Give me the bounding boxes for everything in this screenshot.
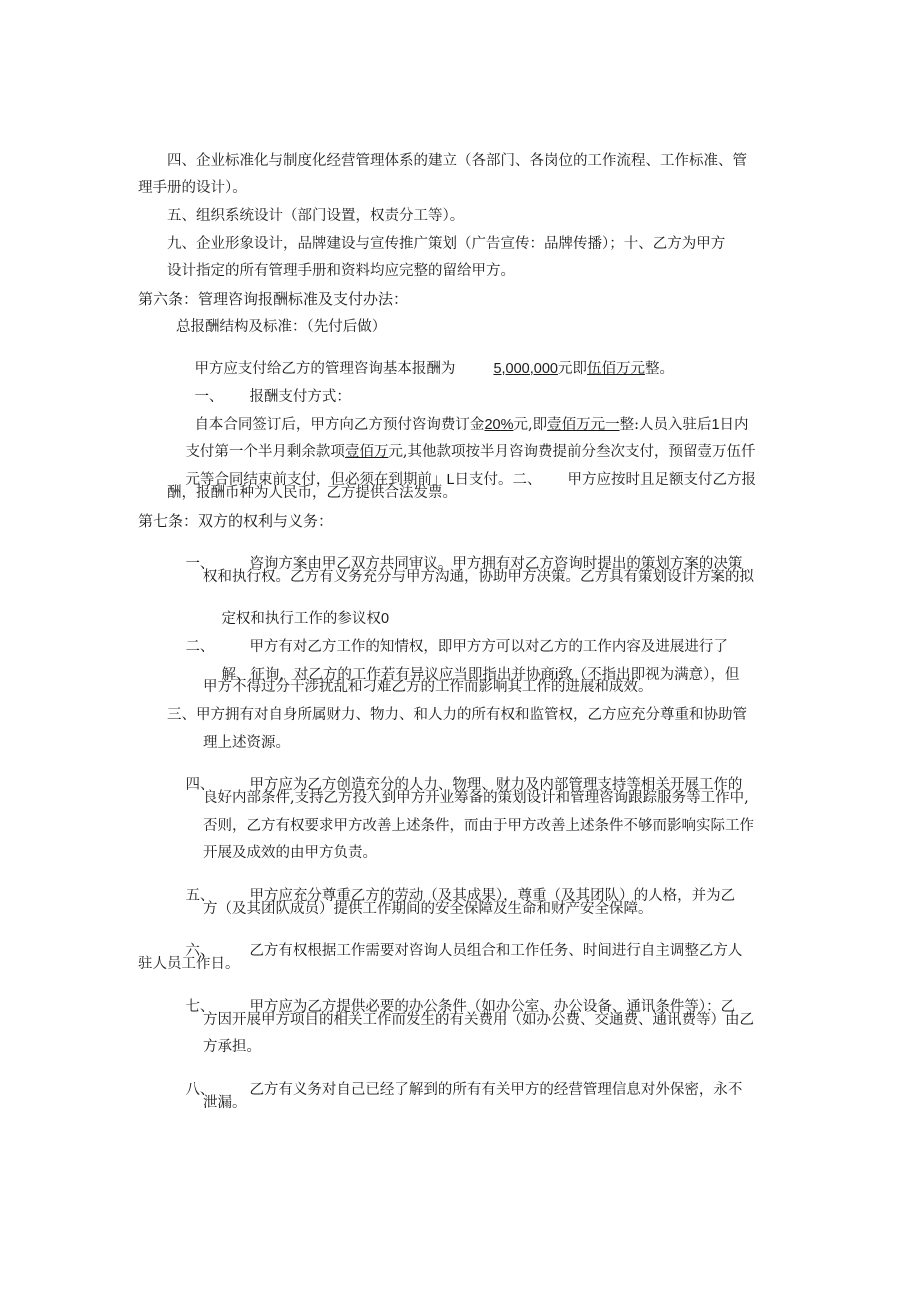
text-line: 理手册的设计）。 xyxy=(138,180,247,196)
text-line: 酬，报酬币种为人民币，乙方提供合法发票。 xyxy=(167,485,457,501)
amount-figure: 5,000,000 xyxy=(493,360,558,377)
amount-words: 伍佰万元 xyxy=(586,360,645,377)
text-line: 权和执行权。乙方有义务充分与甲方沟通，协助甲方决策。乙方具有策划设计方案的拟 xyxy=(203,569,754,585)
list-marker: 一、 xyxy=(185,555,215,572)
day-figure: L xyxy=(446,471,455,488)
list-marker: 六、 xyxy=(185,942,215,959)
list-marker: 七、 xyxy=(185,998,215,1015)
section-heading: 第六条：管理咨询报酬标准及支付办法： xyxy=(138,290,409,308)
text-line: 五、组织系统设计（部门设置，权责分工等）。 xyxy=(167,208,465,224)
text-line xyxy=(167,1068,742,1112)
text-line: 四、企业标准化与制度化经营管理体系的建立（各部门、各岗位的工作流程、工作标准、管 xyxy=(167,153,747,169)
text-span: 甲方应为乙方提供必要的办公条件（如办公室、办公设备、通讯条件等）：乙 xyxy=(249,998,736,1015)
text-span: 甲方应为乙方创造充分的人力、物理、财力及内部管理支持等相关开展工作的 xyxy=(249,776,743,793)
text-span: 咨询方案由甲乙双方共同审议。甲方拥有对乙方咨询时提出的策划方案的决策 xyxy=(249,555,743,572)
text-span: 自本合同签订后，甲方向乙方预付咨询费订金 xyxy=(194,416,485,433)
list-marker: 五、 xyxy=(185,887,215,904)
text-line: 三、甲方拥有对自身所属财力、物力、和人力的所有权和监管权，乙方应充分尊重和协助管 xyxy=(167,707,747,723)
percent-figure: 20% xyxy=(484,416,514,433)
section-heading: 第七条：双方的权利与义务： xyxy=(138,512,334,530)
text-span: 解、征询，对乙方的工作若有异议应当即指出并协商 xyxy=(221,666,555,683)
text-line: 方（及其团队成员）提供工作期间的安全保障及生命和财产安全保障。 xyxy=(203,901,653,917)
text-span: 报酬支付方式： xyxy=(249,388,351,405)
text-line: 开展及成效的由甲方负责。 xyxy=(203,845,377,861)
text-span: 定权和执行工作的参议权 xyxy=(221,610,381,627)
ocr-digit: 0 xyxy=(380,610,390,627)
text-span: 甲方应支付给乙方的管理咨询基本报酬为 xyxy=(194,360,456,377)
text-span: 甲方有对乙方工作的知情权，即甲方方可以对乙方的工作内容及进展进行了 xyxy=(249,638,728,655)
text-span: 甲方应按时且足额支付乙方报 xyxy=(567,471,757,488)
text-span: 元,其他款项按半月咨询费提前分叁次支付，预留壹万伍仟 xyxy=(388,443,756,460)
text-line: 方因开展甲方项目的相关工作而发生的有关费用（如办公费、交通费、通讯费等）由乙 xyxy=(203,1012,754,1028)
text-span: 支付第一个半月剩余款项 xyxy=(185,443,345,460)
text-span: 日支付。二、 xyxy=(454,471,542,488)
amount-words: 壹佰万元一 xyxy=(547,416,620,433)
text-line: 泄漏。 xyxy=(203,1095,247,1111)
text-span: 乙方有权根据工作需要对咨询人员组合和工作任务、时间进行自主调整乙方人 xyxy=(249,942,743,959)
text-line: 驻人员工作日。 xyxy=(138,956,240,972)
list-marker: 八、 xyxy=(185,1081,215,1098)
day-figure: 1 xyxy=(711,416,720,433)
text-span: 乙方有义务对自己已经了解到的所有有关甲方的经营管理信息对外保密，永不 xyxy=(249,1081,743,1098)
text-line: 甲方不得过分干涉扰乱和刁难乙方的工作而影响其工作的进展和成效。 xyxy=(203,679,653,695)
text-line: 总报酬结构及标准：（先付后做） xyxy=(176,319,387,335)
text-line: 设计指定的所有管理手册和资料均应完整的留给甲方。 xyxy=(167,263,515,279)
text-span: 元等合同结束前支付，但必须在到期前」 xyxy=(185,471,447,488)
text-span: 日内 xyxy=(719,416,749,433)
text-line: 理上述资源。 xyxy=(203,735,290,751)
text-span: 元即 xyxy=(557,360,587,377)
text-span: 致（不指出即视为满意），但 xyxy=(558,666,740,683)
text-span: 甲方应充分尊重乙方的劳动（及其成果），尊重（及其团队）的人格，并为乙 xyxy=(249,887,736,904)
text-line xyxy=(167,929,742,973)
text-span: 整:人员入驻后 xyxy=(619,416,712,433)
list-marker: 二、 xyxy=(185,638,215,655)
list-marker: 一、 xyxy=(194,388,224,405)
text-line: 九、企业形象设计，品牌建设与宣传推广策划（广告宣传：品牌传播）；十、乙方为甲方 xyxy=(167,236,726,252)
text-span: 元,即 xyxy=(513,416,548,433)
list-marker: 四、 xyxy=(185,776,215,793)
amount-words: 壹佰万 xyxy=(344,443,389,460)
text-line: 方承担。 xyxy=(203,1039,261,1055)
text-span: 整。 xyxy=(644,360,674,377)
ocr-char: i xyxy=(554,666,559,683)
text-line: 良好内部条件,支持乙方投入到甲方开业筹备的策划设计和管理咨询跟踪服务等工作中, xyxy=(203,790,749,806)
text-line: 否则，乙方有权要求甲方改善上述条件，而由于甲方改善上述条件不够而影响实际工作 xyxy=(203,818,754,834)
